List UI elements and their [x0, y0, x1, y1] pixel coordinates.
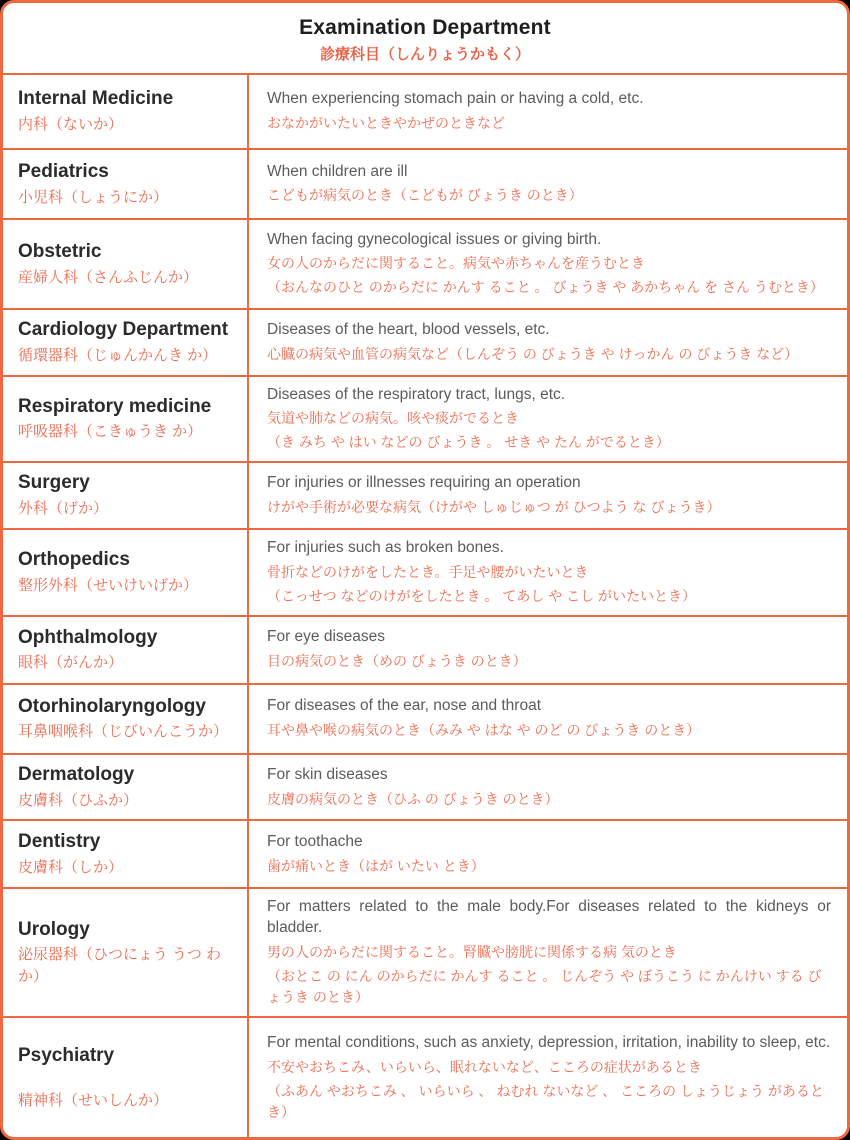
department-description-ja: 目の病気のとき（めの びょうき のとき） — [267, 653, 527, 670]
department-description-ja-2: （おとこ の にん のからだに かんす ること 。 じんぞう や ぼうこう に かんけい する びょうき のとき） — [267, 968, 822, 1006]
page-title-japanese: 診療科目（しんりょうかもく） — [319, 46, 530, 63]
department-description-cell — [249, 889, 847, 1016]
department-description-en: Diseases of the respiratory tract, lungs, etc. — [267, 385, 566, 403]
department-description-cell — [249, 530, 847, 615]
department-description-en: When children are ill — [267, 162, 408, 180]
department-name-en: Respiratory medicine — [18, 395, 212, 417]
department-description-en: For skin diseases — [267, 765, 388, 783]
department-description-cell — [249, 220, 847, 308]
department-description-cell — [249, 755, 847, 820]
department-description-cell — [249, 377, 847, 462]
department-description-ja: 心臓の病気や血管の病気など（しんぞう の びょうき や けっかん の びょうき など） — [267, 345, 799, 362]
table-row-dentistry — [3, 819, 847, 887]
department-name-cell — [3, 821, 249, 887]
department-name-en: Surgery — [18, 472, 90, 494]
department-description-ja-2: （き みち や はい などの びょうき 。 せき や たん がでるとき） — [267, 434, 670, 451]
department-name-en: Urology — [18, 918, 90, 940]
table-header — [3, 3, 847, 73]
department-name-ja: 耳鼻咽喉科（じびいんこうか） — [18, 723, 229, 741]
department-description-cell — [249, 821, 847, 887]
department-description-cell — [249, 75, 847, 148]
department-description-cell — [249, 150, 847, 218]
table-row-psychiatry — [3, 1016, 847, 1137]
department-description-ja: 歯が痛いとき（はが いたい とき） — [267, 857, 485, 874]
department-name-cell — [3, 530, 249, 615]
department-name-cell — [3, 220, 249, 308]
department-description-ja: 気道や肺などの病気。咳や痰がでるとき — [267, 410, 519, 427]
table-row-dermatology — [3, 753, 847, 820]
table-row-internal-medicine — [3, 73, 847, 148]
department-description-cell — [249, 1018, 847, 1137]
department-description-en: For diseases of the ear, nose and throat — [267, 697, 542, 715]
department-description-ja: 耳や鼻や喉の病気のとき（みみ や はな や のど の びょうき のとき） — [267, 722, 701, 739]
department-description-en: Diseases of the heart, blood vessels, etc. — [267, 320, 550, 338]
department-description-en: When experiencing stomach pain or having a cold, etc. — [267, 90, 644, 108]
department-description-en: For mental conditions, such as anxiety, depression, irritation, inability to sleep, etc. — [267, 1033, 831, 1051]
department-description-ja: 骨折などのけがをしたとき。手足や腰がいたいとき — [267, 563, 589, 580]
table-row-surgery — [3, 461, 847, 528]
department-description-ja-2: （ふあん やおちこみ 、 いらいら 、 ねむれ ないなど 、 こころの しょうじょう があると き） — [267, 1082, 824, 1120]
department-name-ja: 外科（げか） — [18, 500, 109, 518]
department-name-cell — [3, 150, 249, 218]
table-row-ophthalmology — [3, 615, 847, 683]
department-name-cell — [3, 1018, 249, 1137]
department-name-ja: 皮膚科（ひふか） — [18, 791, 139, 809]
department-description-ja: 女の人のからだに関すること。病気や赤ちゃんを産うむとき — [267, 255, 645, 272]
department-name-cell — [3, 310, 249, 375]
department-name-en: Internal Medicine — [18, 88, 174, 110]
department-name-ja: 泌尿器科（ひつにょう うつ わ か） — [18, 946, 222, 986]
department-name-cell — [3, 617, 249, 683]
department-description-en: For matters related to the male body.For diseases related to the kidneys or bladder. — [267, 898, 831, 937]
department-description-en: When facing gynecological issues or giving birth. — [267, 230, 602, 248]
department-name-ja: 産婦人科（さんふじんか） — [18, 268, 199, 286]
table-row-otorhinolaryngology — [3, 683, 847, 753]
table-row-cardiology — [3, 308, 847, 375]
department-name-en: Dermatology — [18, 763, 135, 785]
department-name-ja: 整形外科（せいけいげか） — [18, 576, 199, 594]
table-row-pediatrics — [3, 148, 847, 218]
table-row-obstetric — [3, 218, 847, 308]
department-description-ja-2: （おんなのひと のからだに かんす ること 。 びょうき や あかちゃん を さん うむとき） — [267, 279, 824, 296]
department-name-en: Pediatrics — [18, 160, 109, 182]
department-name-en: Dentistry — [18, 831, 101, 853]
department-description-ja: 皮膚の病気のとき（ひふ の びょうき のとき） — [267, 790, 559, 807]
department-description-ja: こどもが病気のとき（こどもが びょうき のとき） — [267, 187, 583, 204]
department-name-cell — [3, 685, 249, 753]
department-description-en: For injuries or illnesses requiring an operation — [267, 474, 581, 492]
department-description-cell — [249, 310, 847, 375]
department-name-en: Psychiatry — [18, 1044, 115, 1066]
department-description-ja-2: （こっせつ などのけがをしたとき 。 てあし や こし がいたいとき） — [267, 587, 697, 604]
department-rows — [3, 73, 847, 1137]
department-name-en: Ophthalmology — [18, 626, 158, 648]
department-description-ja: 不安やおちこみ、いらいら、眠れないなど、こころの症状があるとき — [267, 1058, 702, 1075]
department-name-cell — [3, 755, 249, 820]
department-name-ja: 精神科（せいしんか） — [18, 1091, 169, 1109]
department-description-en: For toothache — [267, 832, 363, 850]
department-name-ja: 皮膚科（しか） — [18, 858, 124, 876]
table-row-orthopedics — [3, 528, 847, 615]
department-name-cell — [3, 463, 249, 528]
department-name-ja: 眼科（がんか） — [18, 654, 124, 672]
department-name-ja: 小児科（しょうにか） — [18, 188, 169, 206]
department-description-cell — [249, 685, 847, 753]
department-name-ja: 内科（ないか） — [18, 116, 124, 133]
department-description-cell — [249, 617, 847, 683]
department-name-en: Obstetric — [18, 240, 102, 262]
page-title: Examination Department — [299, 16, 551, 39]
department-name-en: Orthopedics — [18, 549, 130, 571]
department-description-en: For eye diseases — [267, 628, 386, 646]
table-row-respiratory — [3, 375, 847, 462]
department-name-en: Cardiology Department — [18, 319, 229, 340]
department-name-en: Otorhinolaryngology — [18, 695, 206, 717]
department-name-ja: 循環器科（じゅんかんき か） — [18, 346, 218, 364]
department-description-ja: けがや手術が必要な病気（けがや しゅじゅつ が ひつよう な びょうき） — [267, 499, 721, 516]
department-name-cell — [3, 377, 249, 462]
table-row-urology — [3, 887, 847, 1016]
department-description-en: For injuries such as broken bones. — [267, 538, 504, 556]
department-description-cell — [249, 463, 847, 528]
department-name-cell — [3, 75, 249, 148]
department-description-ja: おなかがいたいときやかぜのときなど — [267, 114, 505, 131]
department-description-ja: 男の人のからだに関すること。腎臓や膀胱に関係する病 気のとき — [267, 944, 677, 961]
department-name-ja: 呼吸器科（こきゅうき か） — [18, 423, 203, 441]
department-name-cell — [3, 889, 249, 1016]
